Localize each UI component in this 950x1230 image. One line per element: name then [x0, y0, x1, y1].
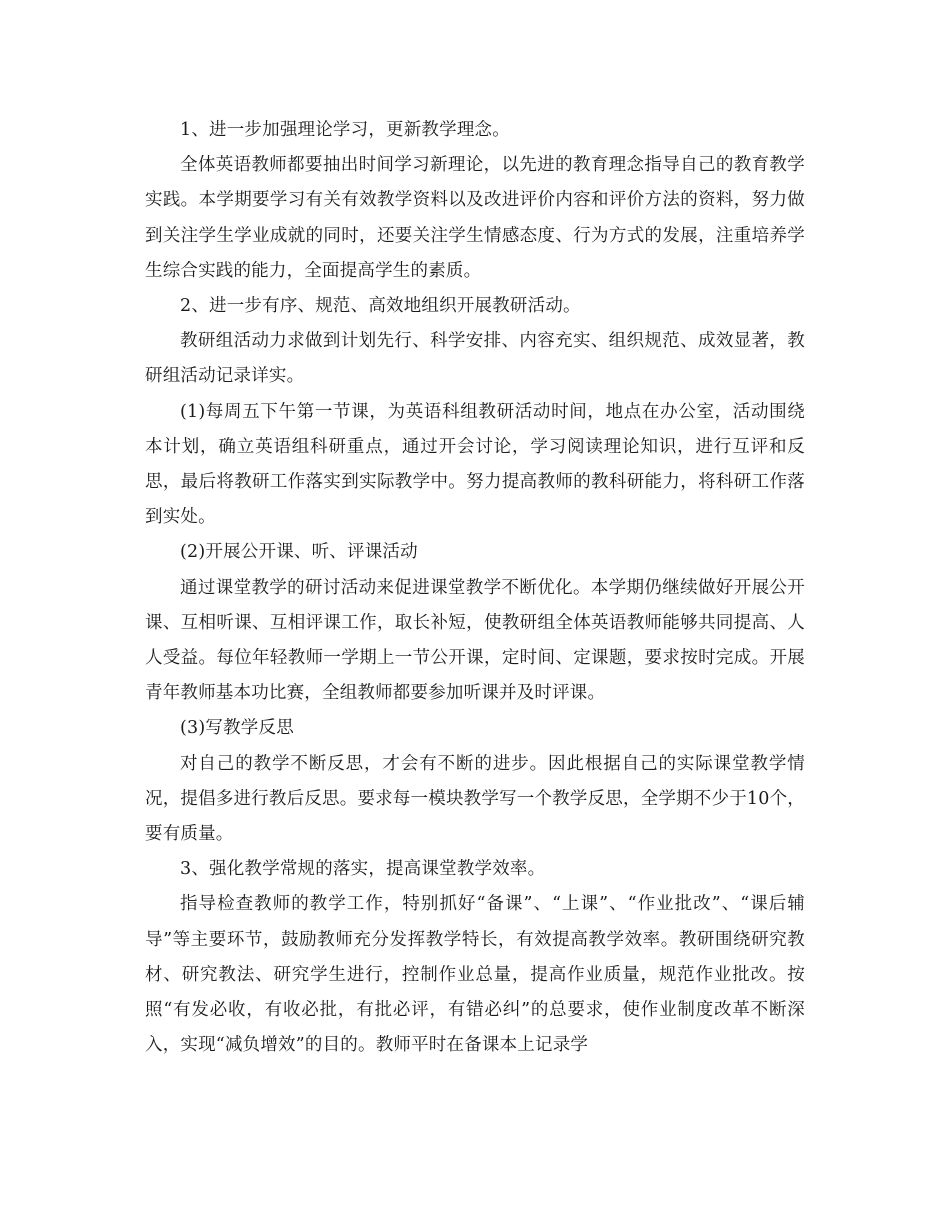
heading-2: 2、进一步有序、规范、高效地组织开展教研活动。: [180, 296, 581, 317]
paragraph: 指导检查教师的教学工作，特别抓好“备课”、“上课”、“作业批改”、“课后辅导”等主要环节，鼓励教师充分发挥教学特长，有效提高教学效率。教研围绕研究教材、研究教法、研究学生进行，控制作业总量，提高作业质量，规范作业批改。按照“有发必收，有收必批，有批必评，有错必纠”的总要求，使作业制度改革不断深入，实现“减负增效”的目的。教师平时在备课本上记录学: [145, 894, 805, 1056]
heading-1: 1、进一步加强理论学习，更新教学理念。: [180, 120, 510, 140]
subitem-1: (1)每周五下午第一节课，为英语科组教研活动时间，地点在办公室，活动围绕本计划，确立英语组科研重点，通过开会讨论，学习阅读理论知识，进行互评和反思，最后将教研工作落实到实际教学中。努力提高教师的教科研能力，将科研工作落到实处。: [145, 401, 805, 528]
subitem-3-heading: (3)写教学反思: [180, 718, 294, 739]
paragraph: 通过课堂教学的研讨活动来促进课堂教学不断优化。本学期仍继续做好开展公开课、互相听课、互相评课工作，取长补短，使教研组全体英语教师能够共同提高、人人受益。每位年轻教师一学期上一节公开课，定时间、定课题，要求按时完成。开展青年教师基本功比赛，全组教师都要参加听课并及时评课。: [145, 577, 805, 704]
heading-3: 3、强化教学常规的落实，提高课堂教学效率。: [180, 859, 546, 880]
paragraph: 教研组活动力求做到计划先行、科学安排、内容充实、组织规范、成效显著，教研组活动记录详实。: [145, 331, 805, 387]
paragraph: 对自己的教学不断反思，才会有不断的进步。因此根据自己的实际课堂教学情况，提倡多进行教后反思。要求每一模块教学写一个教学反思，全学期不少于10个，要有质量。: [145, 753, 805, 845]
paragraph: 全体英语教师都要抽出时间学习新理论，以先进的教育理念指导自己的教育教学实践。本学期要学习有关有效教学资料以及改进评价内容和评价方法的资料，努力做到关注学生学业成就的同时，还要关注学生情感态度、行为方式的发展，注重培养学生综合实践的能力，全面提高学生的素质。: [145, 155, 805, 281]
subitem-2-heading: (2)开展公开课、听、评课活动: [180, 542, 418, 563]
document-body: [145, 113, 805, 1063]
